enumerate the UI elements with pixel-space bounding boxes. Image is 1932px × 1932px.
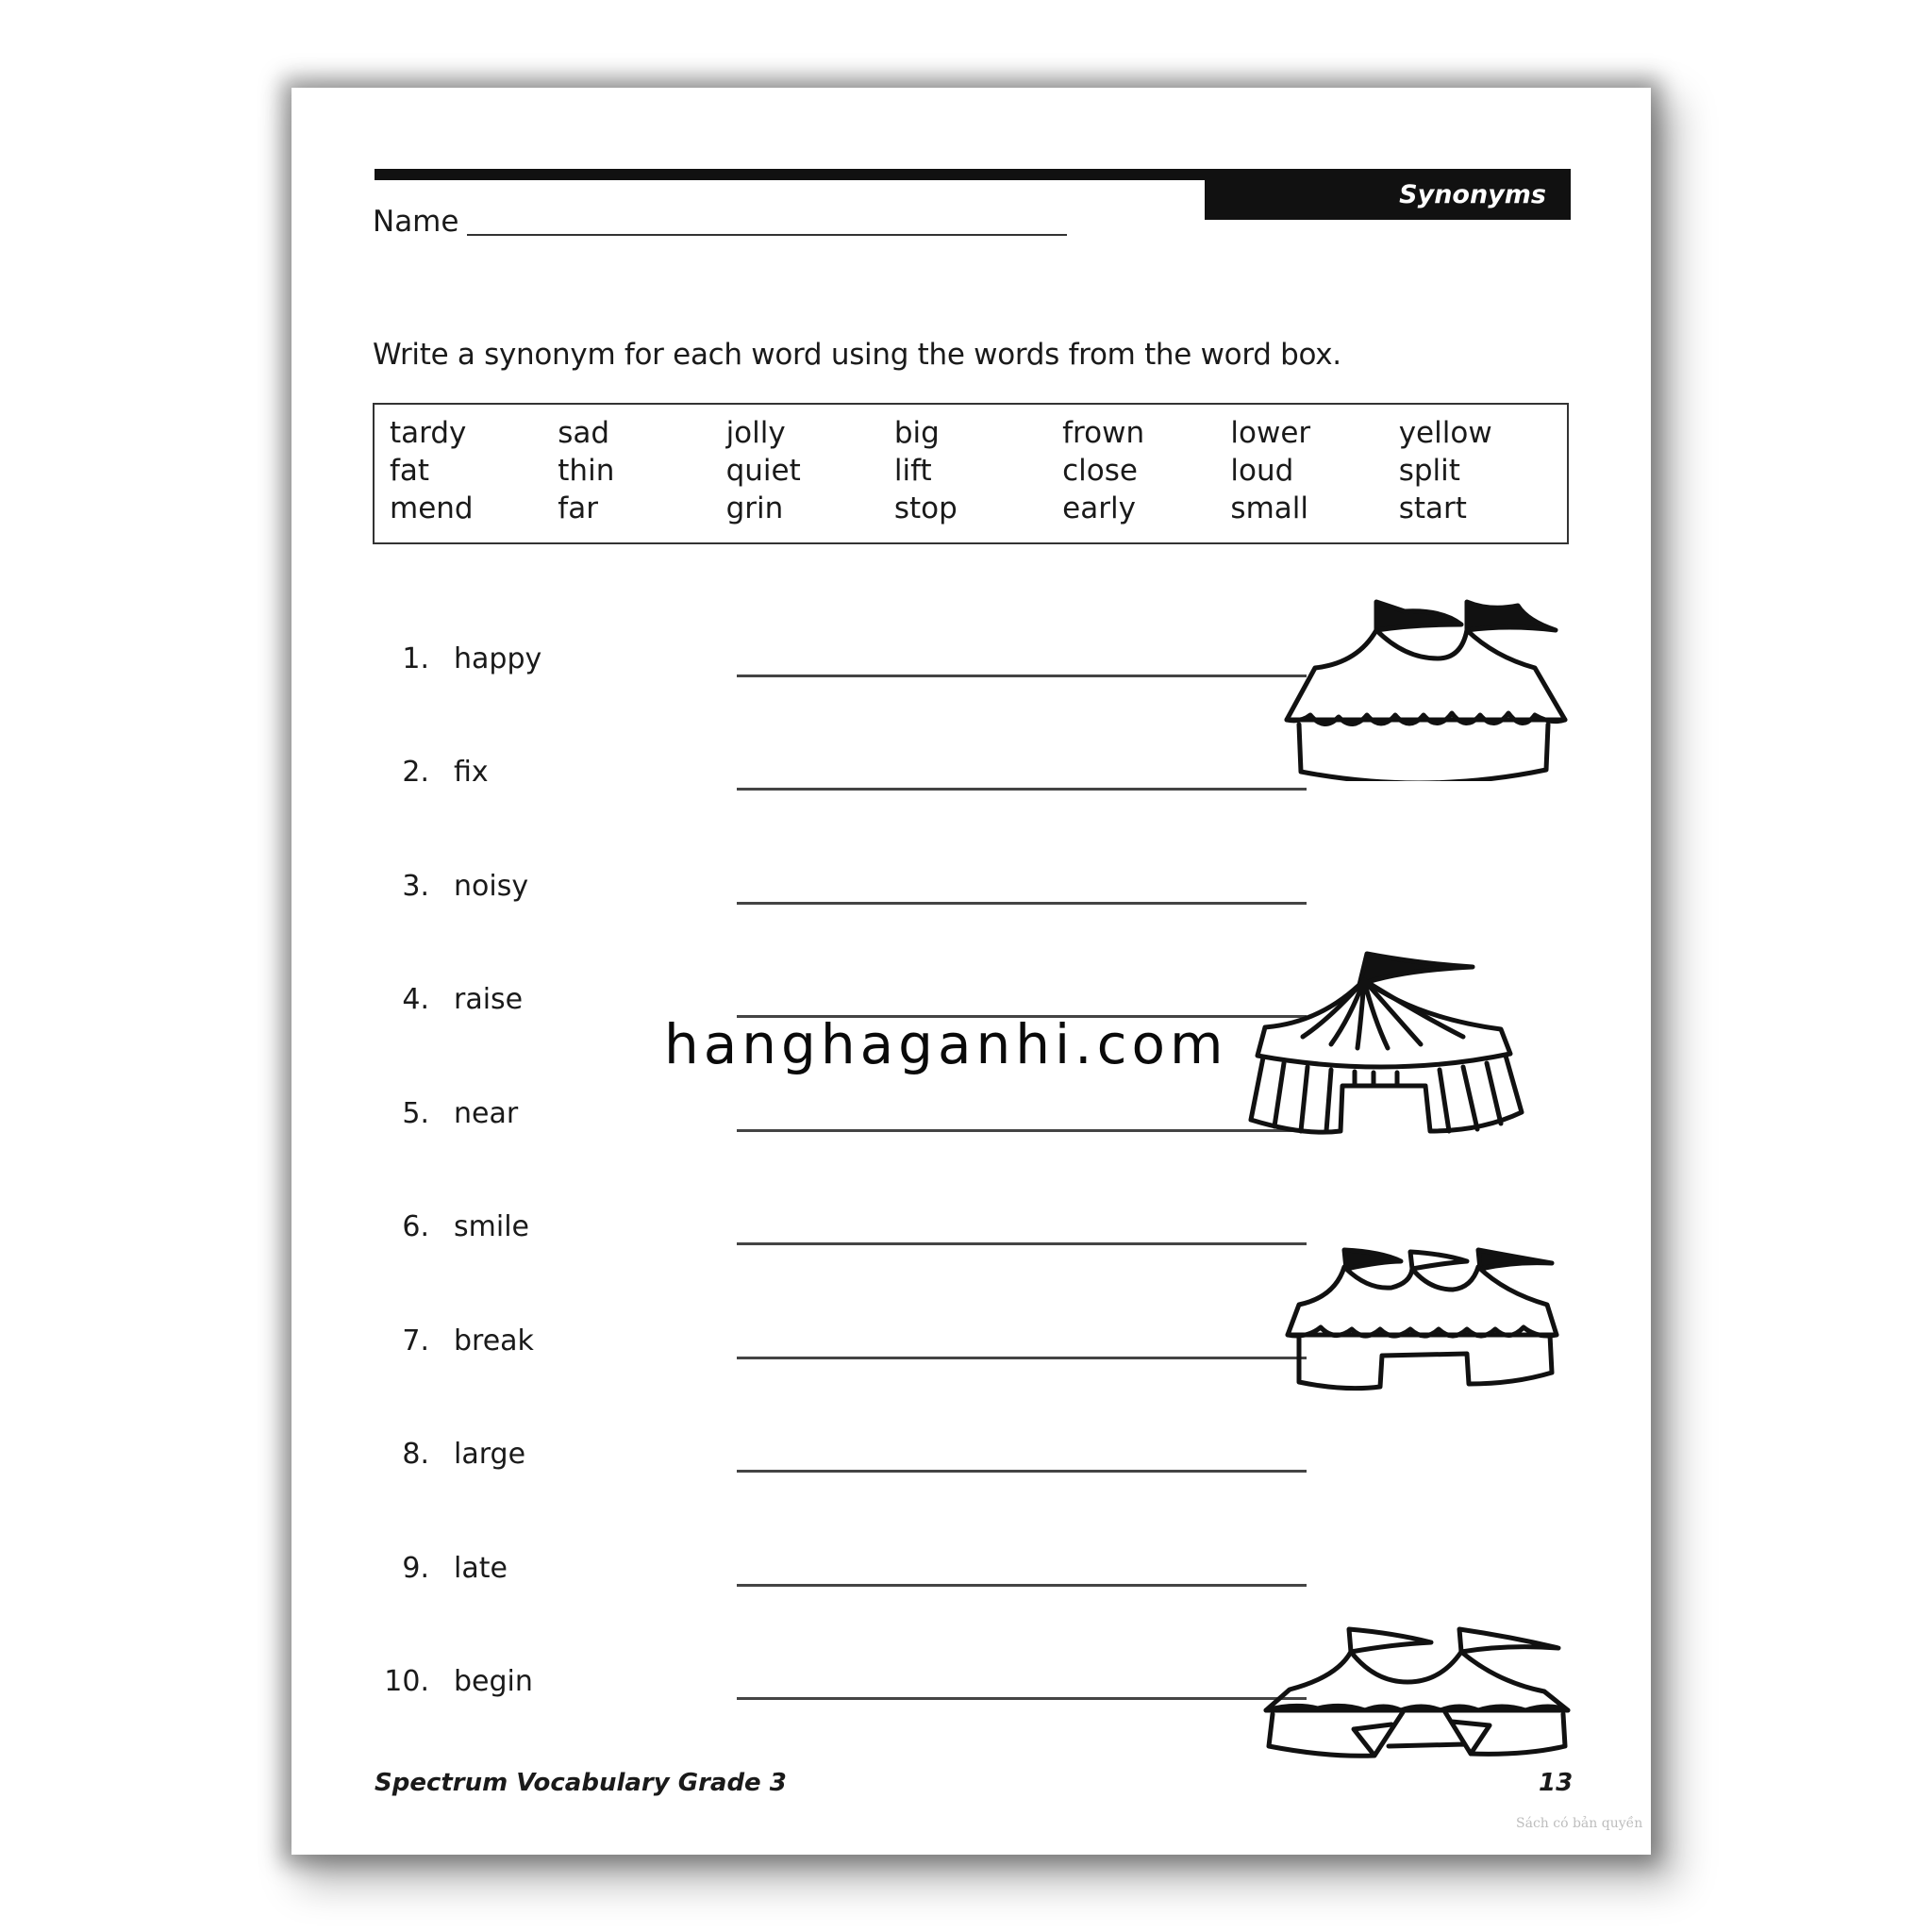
item-word: break: [454, 1324, 534, 1357]
word-box-word: big: [893, 416, 940, 450]
section-title-tab: [1205, 169, 1571, 220]
answer-line[interactable]: [737, 675, 1307, 677]
footer-book-title: Spectrum Vocabulary Grade 3: [375, 1769, 787, 1797]
word-box-word: tardy: [390, 416, 467, 450]
name-label: Name: [373, 205, 459, 239]
item-word: fix: [454, 756, 489, 789]
circus-tent-three-flags-icon: [1278, 1241, 1561, 1401]
item-number: 7.: [402, 1324, 429, 1357]
word-box-word: jolly: [725, 416, 786, 450]
word-box-word: quiet: [725, 454, 801, 488]
word-box-word: stop: [893, 491, 958, 525]
item-word: large: [454, 1438, 526, 1471]
item-number: 4.: [402, 983, 429, 1016]
name-field-line[interactable]: [467, 234, 1067, 236]
word-box-word: split: [1398, 454, 1460, 488]
answer-line[interactable]: [737, 1584, 1307, 1587]
word-box-word: early: [1062, 491, 1136, 525]
item-word: begin: [454, 1665, 533, 1698]
word-box-word: loud: [1230, 454, 1294, 488]
word-box-word: start: [1398, 491, 1467, 525]
answer-line[interactable]: [737, 1470, 1307, 1473]
item-number: 6.: [402, 1210, 429, 1243]
word-box-word: far: [558, 491, 598, 525]
item-word: raise: [454, 983, 524, 1016]
word-box-word: frown: [1062, 416, 1145, 450]
copyright-note: Sách có bản quyền: [1516, 1816, 1643, 1831]
answer-line[interactable]: [737, 1357, 1307, 1359]
word-box-word: grin: [725, 491, 784, 525]
answer-line[interactable]: [737, 1129, 1307, 1132]
page-number: 13: [1539, 1769, 1574, 1797]
answer-line[interactable]: [737, 1242, 1307, 1245]
item-number: 3.: [402, 870, 429, 903]
word-box-word: fat: [390, 454, 430, 488]
instructions: Write a synonym for each word using the words from the word box.: [373, 338, 1341, 372]
item-word: late: [454, 1552, 508, 1585]
worksheet-page: [291, 88, 1651, 1855]
circus-tent-two-flags-icon: [1282, 592, 1574, 781]
word-box: [373, 403, 1569, 544]
word-box-word: yellow: [1398, 416, 1492, 450]
circus-tent-striped-icon: [1246, 942, 1529, 1141]
item-number: 2.: [402, 756, 429, 789]
answer-line[interactable]: [737, 1697, 1307, 1700]
word-box-word: lower: [1230, 416, 1311, 450]
item-word: near: [454, 1097, 519, 1130]
item-number: 10.: [384, 1665, 429, 1698]
answer-line[interactable]: [737, 788, 1307, 791]
word-box-word: sad: [558, 416, 610, 450]
section-title: Synonyms: [1399, 179, 1546, 209]
watermark: hanghaganhi.com: [664, 1012, 1228, 1076]
item-number: 8.: [402, 1438, 429, 1471]
word-box-word: close: [1062, 454, 1138, 488]
word-box-word: lift: [893, 454, 932, 488]
item-word: smile: [454, 1210, 529, 1243]
item-number: 9.: [402, 1552, 429, 1585]
item-number: 5.: [402, 1097, 429, 1130]
circus-tent-double-icon: [1252, 1616, 1577, 1767]
word-box-word: thin: [558, 454, 615, 488]
answer-line[interactable]: [737, 902, 1307, 905]
item-number: 1.: [402, 642, 429, 675]
item-word: noisy: [454, 870, 529, 903]
word-box-word: small: [1230, 491, 1308, 525]
word-box-word: mend: [390, 491, 474, 525]
item-word: happy: [454, 642, 542, 675]
